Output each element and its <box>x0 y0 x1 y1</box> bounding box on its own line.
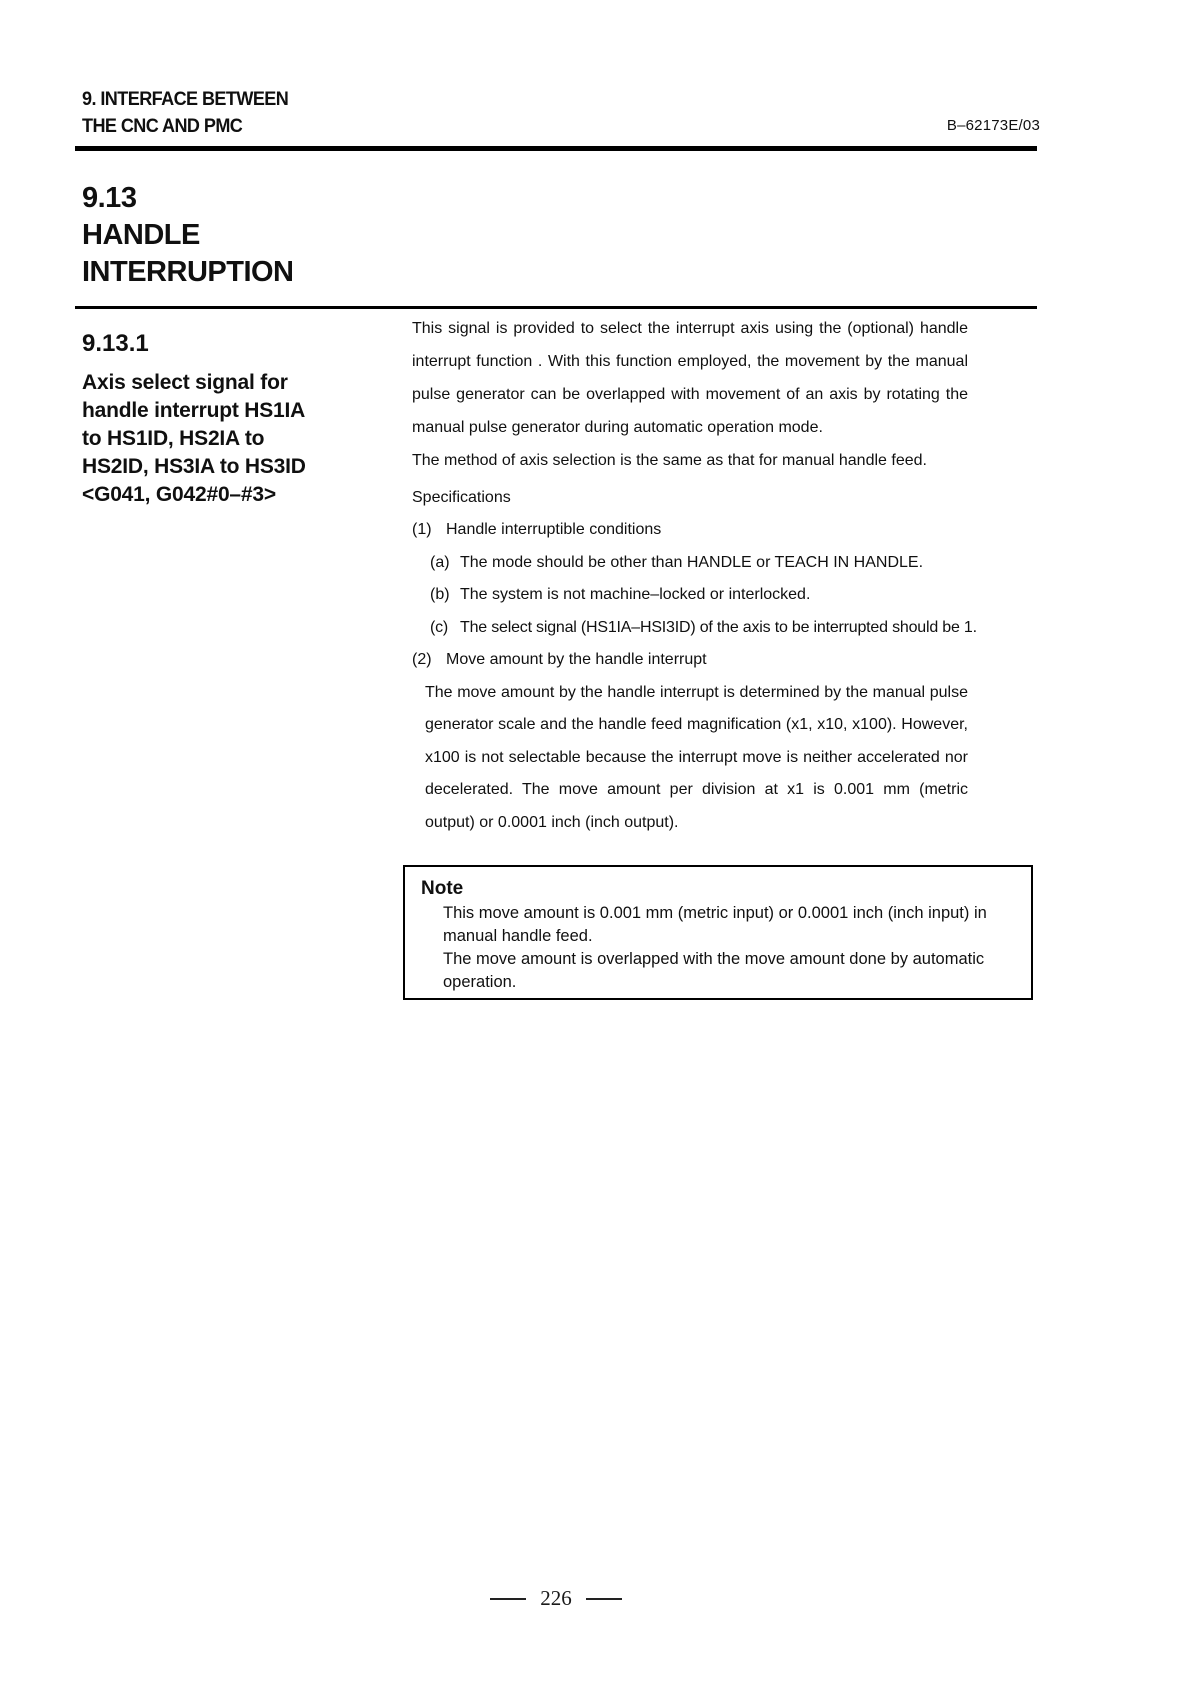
note-title: Note <box>421 878 464 899</box>
list-item-1 <box>412 514 968 547</box>
list-item-1b-label: (b) <box>430 586 450 603</box>
subsection-signal-address: <G041, G042#0–#3> <box>82 483 276 506</box>
note-box <box>403 865 1033 1000</box>
section-title-line-1: HANDLE <box>82 219 200 251</box>
list-item-1c <box>412 612 977 645</box>
list-item-1a-text: The mode should be other than HANDLE or TEACH IN HANDLE. <box>460 553 924 571</box>
section-number: 9.13 <box>82 182 137 214</box>
chapter-line-1: 9. INTERFACE BETWEEN <box>82 89 289 110</box>
subsection-title-line-4: HS2ID, HS3IA to HS3ID <box>82 455 306 478</box>
list-item-2-label: (2) <box>412 651 432 668</box>
note-paragraph-1: This move amount is 0.001 mm (metric input) or 0.0001 inch (inch input) in manual handle feed. <box>443 904 987 945</box>
list-item-1a-label: (a) <box>430 553 450 571</box>
list-item-1b-text: The system is not machine–locked or interlocked. <box>460 586 811 603</box>
page-number: 226 <box>540 1586 572 1610</box>
intro-paragraph: This signal is provided to select the interrupt axis using the (optional) handle interrupt function . With this function employed, the movement by the manual pulse generator can be overlapped with movement of an axis by rotating the manual pulse generator during automatic operation mode. <box>412 320 968 436</box>
list-item-1a <box>412 547 968 580</box>
note-body <box>405 902 1031 994</box>
subsection-number: 9.13.1 <box>82 330 149 357</box>
list-item-1c-text: The select signal (HS1IA–HSI3ID) of the axis to be interrupted should be 1. <box>460 618 977 636</box>
subsection-title-line-1: Axis select signal for <box>82 371 288 394</box>
page-footer <box>75 1586 1037 1611</box>
list-item-1c-label: (c) <box>430 618 449 636</box>
section-heading <box>82 180 294 291</box>
footer-left-dash <box>490 1598 526 1600</box>
list-item-2-text: Move amount by the handle interrupt <box>446 651 707 668</box>
list-item-1-text: Handle interruptible conditions <box>446 521 662 538</box>
specifications-label: Specifications <box>412 489 511 506</box>
subsection-title-line-2: handle interrupt HS1IA <box>82 399 306 422</box>
section-divider-rule <box>75 306 1037 309</box>
list-item-1-label: (1) <box>412 521 432 538</box>
chapter-heading <box>82 86 288 140</box>
axis-selection-paragraph: The method of axis selection is the same as that for manual handle feed. <box>412 452 927 469</box>
section-title-line-2: INTERRUPTION <box>82 256 294 288</box>
header-rule <box>75 146 1037 151</box>
chapter-line-2: THE CNC AND PMC <box>82 116 243 137</box>
body-text-column <box>412 312 977 839</box>
move-amount-paragraph: The move amount by the handle interrupt is determined by the manual pulse generator scale and the handle feed magnification (x1, x10, x100). However, x100 is not selectable because the interrupt move is neither accelerated nor decelerated. The move amount per division at x1 is 0.001 mm (metric output) or 0.0001 inch (inch output). <box>425 683 968 831</box>
list-item-1b <box>412 579 968 612</box>
note-paragraph-2: The move amount is overlapped with the move amount done by automatic operation. <box>443 950 985 991</box>
subsection-title-line-3: to HS1ID, HS2IA to <box>82 427 265 450</box>
document-number: B–62173E/03 <box>946 117 1040 134</box>
subsection-heading <box>82 330 392 509</box>
footer-right-dash <box>586 1598 622 1600</box>
list-item-2 <box>412 644 968 677</box>
